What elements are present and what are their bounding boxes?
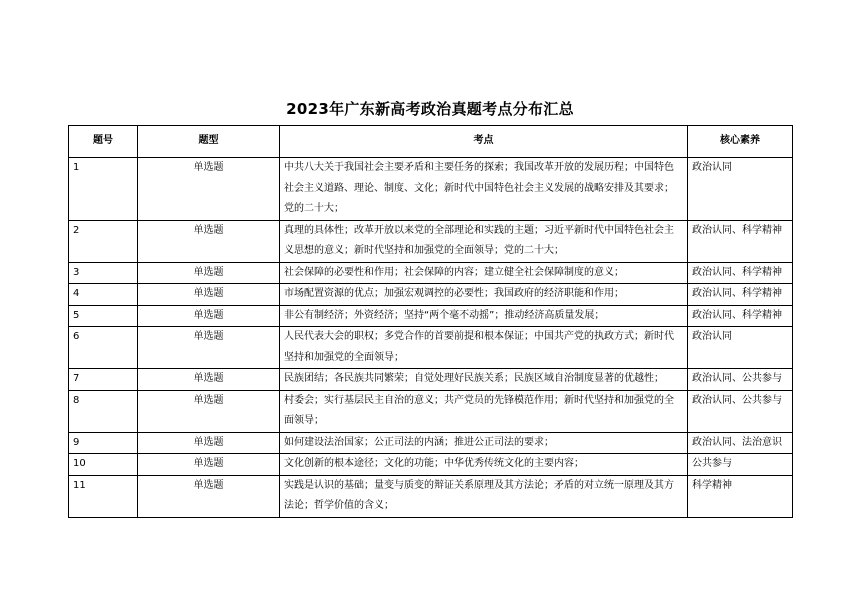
- row-type: 单选题: [138, 432, 280, 454]
- row-type: 单选题: [138, 158, 280, 221]
- row-num: 5: [69, 305, 138, 327]
- row-num: 6: [69, 327, 138, 369]
- table-row: [69, 432, 793, 454]
- row-core: 政治认同、科学精神: [688, 284, 793, 306]
- row-core: 政治认同: [688, 158, 793, 221]
- header-topic: 考点: [280, 126, 688, 158]
- row-topic: 市场配置资源的优点；加强宏观调控的必要性；我国政府的经济职能和作用；: [280, 284, 688, 306]
- row-num: 3: [69, 262, 138, 284]
- row-core: 科学精神: [688, 475, 793, 517]
- row-topic: 如何建设法治国家；公正司法的内涵；推进公正司法的要求；: [280, 432, 688, 454]
- row-type: 单选题: [138, 220, 280, 262]
- row-core: 政治认同、科学精神: [688, 305, 793, 327]
- row-core: 政治认同、公共参与: [688, 390, 793, 432]
- header-num: 题号: [69, 126, 138, 158]
- row-core: 政治认同、科学精神: [688, 220, 793, 262]
- row-topic: 人民代表大会的职权；多党合作的首要前提和根本保证；中国共产党的执政方式；新时代坚持和加强党的全面领导；: [280, 327, 688, 369]
- row-num: 1: [69, 158, 138, 221]
- row-num: 10: [69, 454, 138, 476]
- row-num: 11: [69, 475, 138, 517]
- document-title: 2023年广东新高考政治真题考点分布汇总: [286, 100, 574, 118]
- row-core: 政治认同、公共参与: [688, 369, 793, 391]
- row-num: 7: [69, 369, 138, 391]
- row-topic: 文化创新的根本途径；文化的功能；中华优秀传统文化的主要内容；: [280, 454, 688, 476]
- header-core: 核心素养: [688, 126, 793, 158]
- row-topic: 民族团结；各民族共同繁荣；自觉处理好民族关系；民族区域自治制度显著的优越性；: [280, 369, 688, 391]
- row-topic: 村委会；实行基层民主自治的意义；共产党员的先锋模范作用；新时代坚持和加强党的全面领导；: [280, 390, 688, 432]
- table-row: [69, 220, 793, 262]
- row-type: 单选题: [138, 390, 280, 432]
- row-num: 4: [69, 284, 138, 306]
- row-topic: 中共八大关于我国社会主要矛盾和主要任务的探索；我国改革开放的发展历程；中国特色社会主义道路、理论、制度、文化；新时代中国特色社会主义发展的战略安排及其要求；党的二十大；: [280, 158, 688, 221]
- exam-topics-table: [68, 125, 793, 518]
- row-core: 政治认同: [688, 327, 793, 369]
- table-row: [69, 390, 793, 432]
- row-topic: 非公有制经济；外资经济；坚持“两个毫不动摇”；推动经济高质量发展；: [280, 305, 688, 327]
- row-core: 公共参与: [688, 454, 793, 476]
- row-type: 单选题: [138, 327, 280, 369]
- row-num: 8: [69, 390, 138, 432]
- header-type: 题型: [138, 126, 280, 158]
- table-row: [69, 158, 793, 221]
- table-row: [69, 475, 793, 517]
- table-row: [69, 327, 793, 369]
- table-row: [69, 454, 793, 476]
- table-row: [69, 305, 793, 327]
- row-type: 单选题: [138, 262, 280, 284]
- row-type: 单选题: [138, 369, 280, 391]
- row-num: 9: [69, 432, 138, 454]
- row-type: 单选题: [138, 475, 280, 517]
- row-topic: 真理的具体性；改革开放以来党的全部理论和实践的主题；习近平新时代中国特色社会主义思想的意义；新时代坚持和加强党的全面领导；党的二十大；: [280, 220, 688, 262]
- row-core: 政治认同、科学精神: [688, 262, 793, 284]
- row-topic: 社会保障的必要性和作用；社会保障的内容；建立健全社会保障制度的意义；: [280, 262, 688, 284]
- row-type: 单选题: [138, 305, 280, 327]
- table-row: [69, 284, 793, 306]
- row-type: 单选题: [138, 284, 280, 306]
- row-num: 2: [69, 220, 138, 262]
- table-row: [69, 262, 793, 284]
- table-row: [69, 369, 793, 391]
- row-topic: 实践是认识的基础；量变与质变的辩证关系原理及其方法论；矛盾的对立统一原理及其方法论；哲学价值的含义；: [280, 475, 688, 517]
- row-core: 政治认同、法治意识: [688, 432, 793, 454]
- table-header-row: [69, 126, 793, 158]
- row-type: 单选题: [138, 454, 280, 476]
